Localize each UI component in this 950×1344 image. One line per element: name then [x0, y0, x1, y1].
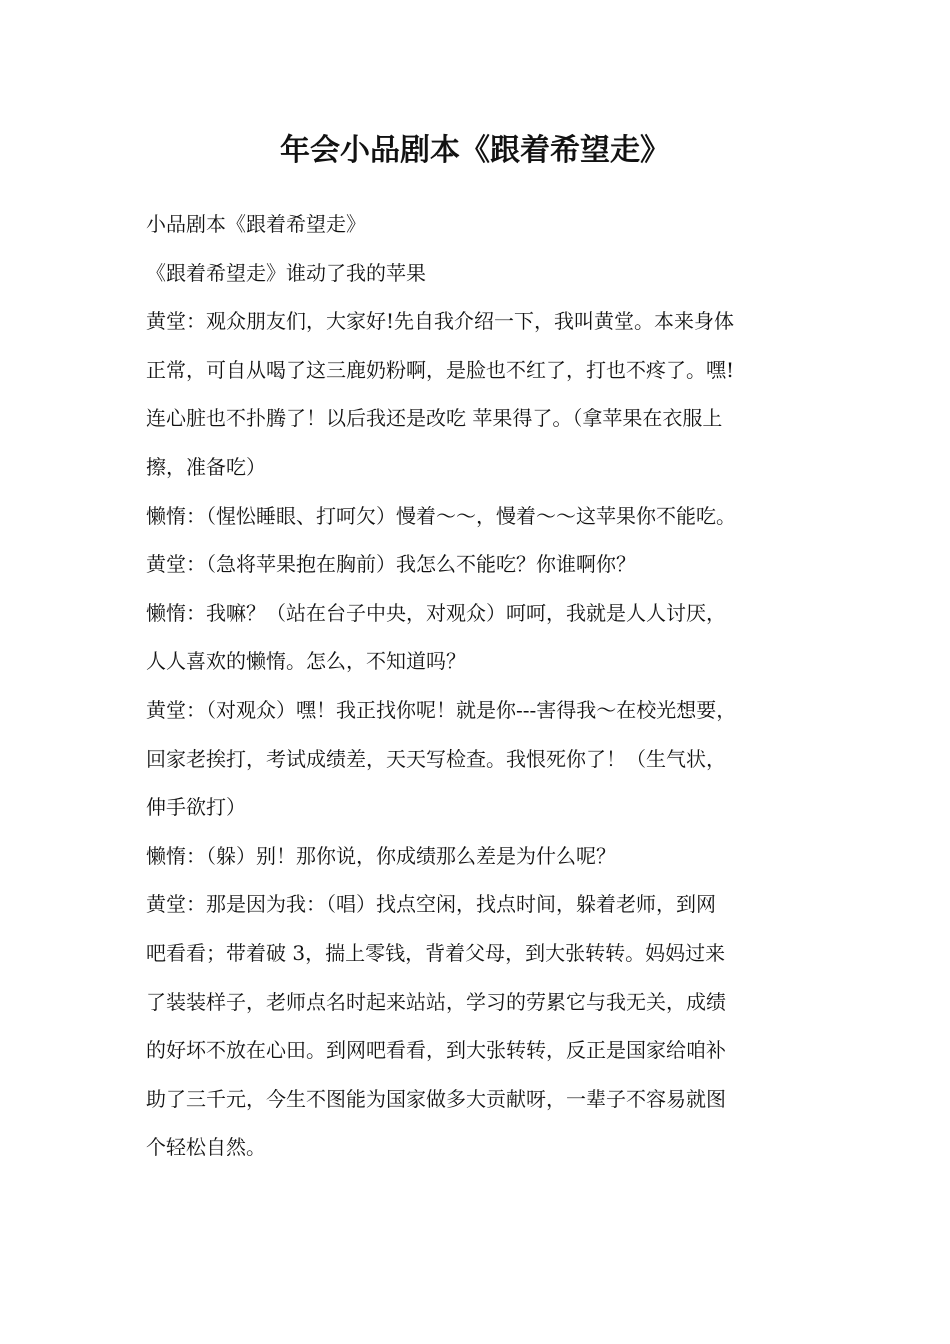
- document-body: [146, 208, 826, 1180]
- text-line: 黄堂：（对观众）嘿！我正找你呢！就是你---害得我～在校光想要，: [146, 697, 737, 722]
- text-line: 擦，准备吃）: [146, 454, 266, 479]
- text-line: 黄堂：观众朋友们，大家好!先自我介绍一下，我叫黄堂。本来身体: [146, 309, 735, 334]
- text-line: 黄堂：（急将苹果抱在胸前）我怎么不能吃？你谁啊你？: [146, 552, 636, 577]
- text-line: 伸手欲打）: [146, 795, 246, 820]
- text-line: 回家老挨打，考试成绩差，天天写检查。我恨死你了！（生气状，: [146, 746, 726, 771]
- text-line: 助了三千元，今生不图能为国家做多大贡献呀，一辈子不容易就图: [146, 1086, 726, 1111]
- text-line: 懒惰：（惺忪睡眼、打呵欠）慢着～～，慢着～～这苹果你不能吃。: [146, 503, 736, 528]
- text-line: 了装装样子，老师点名时起来站站，学习的劳累它与我无关，成绩: [146, 989, 726, 1014]
- text-line: 小品剧本《跟着希望走》: [146, 212, 366, 236]
- text-line: 懒惰：我嘛？（站在台子中央，对观众）呵呵，我就是人人讨厌，: [146, 600, 726, 625]
- document-title: 年会小品剧本《跟着希望走》: [280, 133, 670, 168]
- text-line: 的好坏不放在心田。到网吧看看，到大张转转，反正是国家给咱补: [146, 1038, 726, 1063]
- text-line: 个轻松自然。: [146, 1135, 266, 1160]
- text-line: 吧看看；带着破 3，揣上零钱，背着父母，到大张转转。妈妈过来: [146, 940, 726, 965]
- text-line: 黄堂：那是因为我：（唱）找点空闲，找点时间，躲着老师，到网: [146, 892, 716, 917]
- text-line: 人人喜欢的懒惰。怎么，不知道吗？: [146, 649, 466, 674]
- text-line: 连心脏也不扑腾了！以后我还是改吃 苹果得了。（拿苹果在衣服上: [146, 406, 723, 431]
- text-line: 正常，可自从喝了这三鹿奶粉啊，是脸也不红了，打也不疼了。嘿!: [146, 357, 735, 382]
- text-line: 懒惰：（躲）别！那你说，你成绩那么差是为什么呢？: [146, 843, 616, 868]
- text-line: 《跟着希望走》谁动了我的苹果: [146, 260, 426, 285]
